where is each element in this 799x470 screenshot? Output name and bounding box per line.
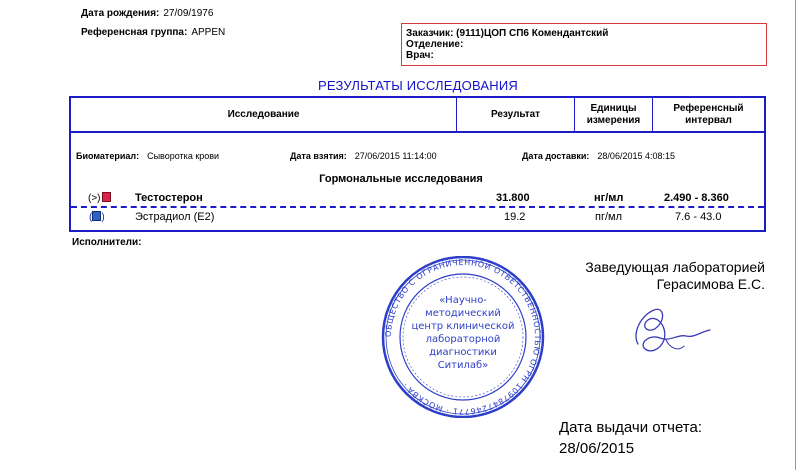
executors-label: Исполнители: [72, 237, 142, 248]
header-units: Единицы измерения [574, 98, 652, 131]
test-units: пг/мл [595, 211, 623, 223]
stamp-line: методический [425, 308, 501, 319]
test-reference: 7.6 - 43.0 [675, 211, 722, 223]
biomaterial-label: Биоматериал: [76, 151, 140, 161]
taken-date-line [290, 151, 437, 161]
delivery-date-value: 28/06/2015 4:08:15 [597, 151, 675, 161]
normal-flag-icon [92, 211, 101, 221]
lab-head-name: Герасимова Е.С. [656, 276, 765, 292]
reference-group-value: APPEN [191, 27, 226, 38]
header-result: Результат [456, 98, 574, 131]
high-flag-icon [102, 192, 111, 202]
test-value: 31.800 [496, 192, 530, 204]
birth-date-line [81, 8, 213, 19]
delivery-date-line [522, 151, 675, 161]
high-marker: (>) [88, 193, 101, 204]
biomaterial-line [76, 151, 219, 161]
bracket-open-icon: ( [89, 212, 93, 223]
birth-date-value: 27/09/1976 [163, 8, 214, 19]
delivery-date-label: Дата доставки: [522, 151, 590, 161]
issue-date-block [559, 417, 702, 459]
taken-date-value: 27/06/2015 11:14:00 [354, 151, 437, 161]
signature-stroke [636, 309, 710, 351]
row-marker [88, 192, 111, 204]
row-separator [71, 206, 764, 208]
page-edge [795, 0, 796, 470]
header-reference: Референсный интервал [652, 98, 764, 131]
section-title: Гормональные исследования [319, 173, 483, 185]
results-header-row [71, 98, 764, 133]
customer-box [401, 23, 767, 66]
stamp-line: центр клинической [411, 321, 515, 332]
reference-group-label: Референсная группа: [81, 27, 188, 38]
bracket-close-icon: ) [101, 212, 105, 223]
test-name: Тестостерон [135, 192, 203, 204]
lab-head-block [556, 259, 765, 293]
header-test: Исследование [227, 108, 300, 120]
row-marker [89, 211, 105, 223]
test-reference: 2.490 - 8.360 [664, 192, 729, 204]
test-value: 19.2 [504, 211, 526, 223]
customer-line: Заказчик: (9111)ЦОП СП6 Комендантский [406, 28, 609, 39]
stamp-line: «Научно- [439, 295, 487, 306]
results-table [69, 96, 766, 232]
taken-date-label: Дата взятия: [290, 151, 347, 161]
stamp-center-text [411, 295, 514, 371]
test-name: Эстрадиол (E2) [135, 211, 215, 223]
reference-group-line [81, 27, 225, 38]
table-row [71, 192, 764, 207]
signature-stroke [666, 340, 684, 349]
signature-image [626, 296, 714, 366]
issue-date-label: Дата выдачи отчета: [559, 419, 703, 436]
department-line: Отделение: [406, 39, 464, 50]
table-row [71, 211, 764, 226]
stamp-ring-text-path: ОБЩЕСТВО С ОГРАНИЧЕННОЙ ОТВЕТСТВЕННОСТЬЮ ОГРН 1097847246771 · МОСКВА · [383, 257, 543, 417]
birth-date-label: Дата рождения: [81, 8, 160, 19]
biomaterial-value: Сыворотка крови [147, 151, 220, 161]
stamp-line: лабораторной [425, 334, 501, 345]
issue-date-value: 28/06/2015 [559, 440, 635, 457]
doctor-line: Врач: [406, 50, 434, 61]
test-units: нг/мл [594, 192, 624, 204]
stamp-line: Ситилаб» [437, 360, 489, 371]
stamp-line: диагностики [429, 347, 497, 358]
lab-head-position: Заведующая лабораторией [585, 259, 765, 275]
results-title: РЕЗУЛЬТАТЫ ИССЛЕДОВАНИЯ [317, 78, 518, 93]
laboratory-stamp [378, 256, 548, 418]
